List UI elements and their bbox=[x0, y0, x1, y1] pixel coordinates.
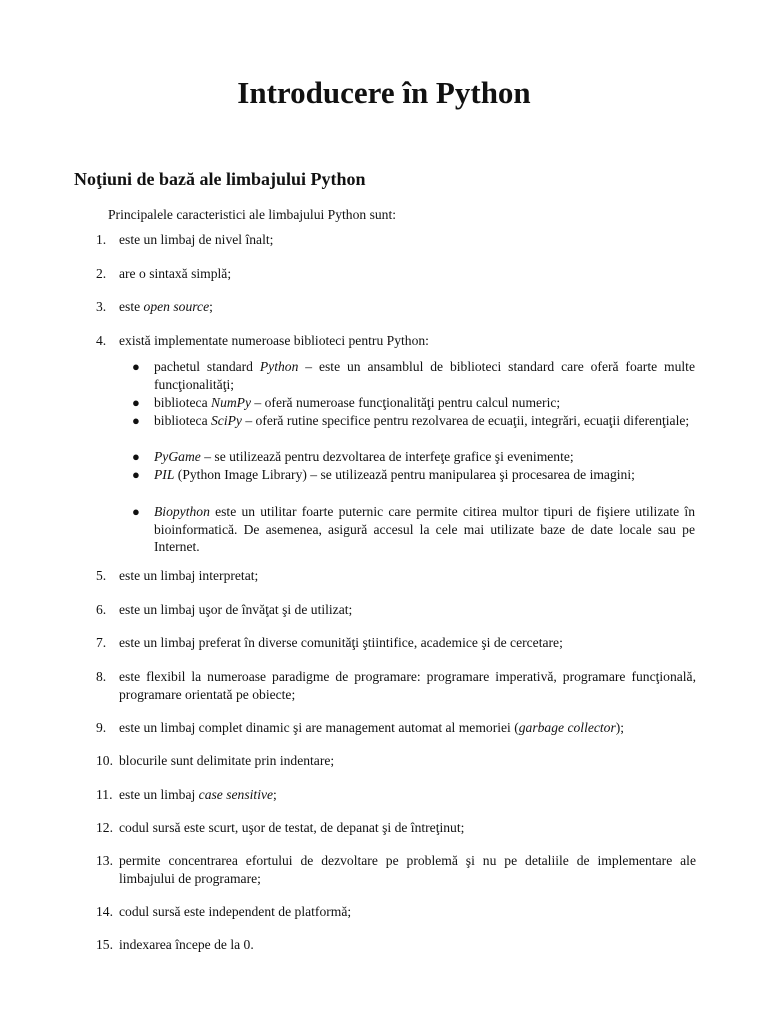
list-item bbox=[96, 668, 696, 703]
text-run: biblioteca bbox=[154, 413, 211, 428]
list-item-text bbox=[119, 265, 696, 283]
bullet-item bbox=[132, 412, 695, 430]
bullet-item-text bbox=[154, 503, 695, 556]
list-item-text bbox=[119, 903, 696, 921]
list-number: 4. bbox=[96, 333, 107, 348]
text-run: – oferă rutine specifice pentru rezolvarea de ecuaţii, integrări, ecuaţii diferenţiale; bbox=[241, 413, 690, 428]
list-item-text bbox=[119, 634, 696, 652]
italic-term: Python bbox=[259, 359, 299, 374]
text-run: este un utilitar foarte puternic care permite citirea multor tipuri de fişiere utilizate în bioinformatică. De asemenea, asigură accesul la cele mai utilizate baze de date locale sau pe Internet. bbox=[154, 504, 695, 554]
list-item-text bbox=[119, 819, 696, 837]
bullet-item-text bbox=[154, 412, 695, 430]
bullet-item bbox=[132, 466, 695, 484]
list-item bbox=[96, 936, 696, 954]
text-run: este un limbaj uşor de învăţat şi de utilizat; bbox=[119, 602, 353, 617]
text-run: este un limbaj complet dinamic şi are management automat al memoriei ( bbox=[119, 720, 519, 735]
bullet-item bbox=[132, 503, 695, 556]
text-run: permite concentrarea efortului de dezvoltare pe problemă şi nu pe detaliile de implementare ale limbajului de programare; bbox=[119, 853, 696, 886]
italic-term: PyGame bbox=[154, 449, 201, 464]
italic-term: case sensitive bbox=[198, 787, 274, 802]
bullet-icon: ● bbox=[132, 467, 140, 482]
italic-term: PIL bbox=[154, 467, 175, 482]
text-run: are o sintaxă simplă; bbox=[119, 266, 232, 281]
italic-term: SciPy bbox=[211, 413, 242, 428]
text-run: codul sursă este scurt, uşor de testat, de depanat şi de întreţinut; bbox=[119, 820, 465, 835]
text-run: – oferă numeroase funcţionalităţi pentru calcul numeric; bbox=[251, 395, 561, 410]
list-item bbox=[96, 231, 696, 249]
list-item-text bbox=[119, 567, 696, 585]
list-number: 7. bbox=[96, 635, 107, 650]
text-run: ; bbox=[273, 787, 277, 802]
page-title: Introducere în Python bbox=[237, 75, 531, 110]
bullet-icon: ● bbox=[132, 504, 140, 519]
intro-paragraph: Principalele caracteristici ale limbajului Python sunt: bbox=[108, 207, 397, 222]
list-item-text bbox=[119, 601, 696, 619]
list-item bbox=[96, 719, 696, 737]
list-number: 5. bbox=[96, 568, 107, 583]
list-item bbox=[96, 786, 696, 804]
list-number: 14. bbox=[96, 904, 113, 919]
text-run: indexarea începe de la 0. bbox=[119, 937, 254, 952]
list-number: 3. bbox=[96, 299, 107, 314]
list-item bbox=[96, 265, 696, 283]
bullet-item-text bbox=[154, 466, 695, 484]
list-item bbox=[96, 567, 696, 585]
italic-term: Biopython bbox=[154, 504, 210, 519]
bullet-item bbox=[132, 448, 695, 466]
text-run: codul sursă este independent de platformă; bbox=[119, 904, 352, 919]
list-item bbox=[96, 298, 696, 316]
text-run: este un limbaj de nivel înalt; bbox=[119, 232, 274, 247]
bullet-item bbox=[132, 394, 695, 412]
list-item-text bbox=[119, 231, 696, 249]
list-item bbox=[96, 601, 696, 619]
list-item-text bbox=[119, 332, 696, 350]
text-run: – este un ansamblul de biblioteci standard care oferă foarte multe funcţionalităţi; bbox=[154, 359, 695, 392]
list-number: 15. bbox=[96, 937, 113, 952]
text-run: biblioteca bbox=[154, 395, 211, 410]
list-number: 9. bbox=[96, 720, 107, 735]
list-item-text bbox=[119, 786, 696, 804]
list-number: 6. bbox=[96, 602, 107, 617]
list-number: 13. bbox=[96, 853, 113, 868]
list-item-text bbox=[119, 752, 696, 770]
bullet-icon: ● bbox=[132, 449, 140, 464]
list-item-text bbox=[119, 936, 696, 954]
list-item bbox=[96, 332, 696, 350]
bullet-item-text bbox=[154, 358, 695, 393]
text-run: este flexibil la numeroase paradigme de programare: programare imperativă, programare funcţională, programare orientată pe obiecte; bbox=[119, 669, 696, 702]
list-item bbox=[96, 752, 696, 770]
italic-term: garbage collector bbox=[518, 720, 616, 735]
list-number: 12. bbox=[96, 820, 113, 835]
text-run: blocurile sunt delimitate prin indentare; bbox=[119, 753, 335, 768]
list-number: 8. bbox=[96, 669, 107, 684]
text-run: este un limbaj bbox=[119, 787, 199, 802]
list-number: 10. bbox=[96, 753, 113, 768]
list-item bbox=[96, 852, 696, 887]
list-item-text bbox=[119, 298, 696, 316]
text-run: este bbox=[119, 299, 144, 314]
bullet-item-text bbox=[154, 448, 695, 466]
list-number: 2. bbox=[96, 266, 107, 281]
list-item-text bbox=[119, 668, 696, 703]
list-item bbox=[96, 903, 696, 921]
text-run: (Python Image Library) – se utilizează pentru manipularea şi procesarea de imagini; bbox=[174, 467, 635, 482]
text-run: este un limbaj preferat în diverse comunităţi ştiintifice, academice şi de cercetare; bbox=[119, 635, 563, 650]
list-item-text bbox=[119, 719, 696, 737]
text-run: este un limbaj interpretat; bbox=[119, 568, 259, 583]
bullet-item-text bbox=[154, 394, 695, 412]
text-run: – se utilizează pentru dezvoltarea de interfeţe grafice şi evenimente; bbox=[200, 449, 574, 464]
list-item bbox=[96, 634, 696, 652]
text-run: ; bbox=[209, 299, 213, 314]
text-run: pachetul standard bbox=[154, 359, 260, 374]
list-number: 1. bbox=[96, 232, 107, 247]
bullet-icon: ● bbox=[132, 395, 140, 410]
italic-term: open source bbox=[143, 299, 210, 314]
list-item bbox=[96, 819, 696, 837]
italic-term: NumPy bbox=[211, 395, 252, 410]
text-run: ); bbox=[615, 720, 625, 735]
bullet-item bbox=[132, 358, 695, 393]
bullet-icon: ● bbox=[132, 413, 140, 428]
list-number: 11. bbox=[96, 787, 113, 802]
section-heading: Noţiuni de bază ale limbajului Python bbox=[74, 169, 366, 189]
bullet-icon: ● bbox=[132, 359, 140, 374]
list-item-text bbox=[119, 852, 696, 887]
text-run: există implementate numeroase biblioteci pentru Python: bbox=[119, 333, 429, 348]
